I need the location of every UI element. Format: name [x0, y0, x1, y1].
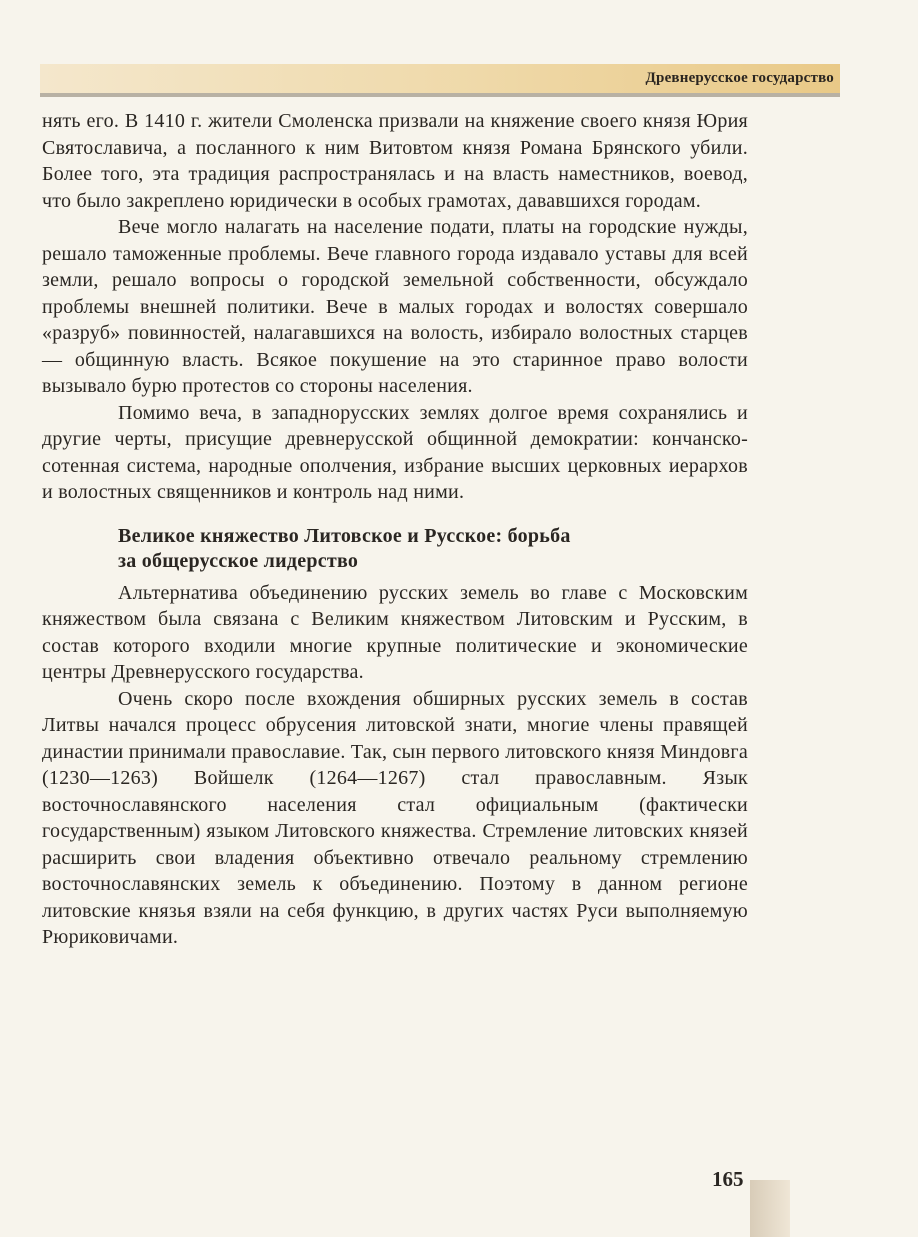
- header-rule: [40, 93, 840, 97]
- paragraph-veche-powers: Вече могло налагать на население подати, платы на городские нужды, решало таможенные проблемы. Вече главного города издавало уставы для всей земли, решало вопросы о городской земельной собственности, обсуждало проблемы внешней политики. Вече в малых городах и волостях совершало «разруб» повинностей, налагавшихся на волость, избирало волостных старцев — общинную власть. Всякое покушение на это старинное право волости вызывало бурю протестов со стороны населения.: [42, 216, 748, 397]
- paragraph-alternative: Альтернатива объединению русских земель во главе с Московским княжеством была связана с Великим княжеством Литовским и Русским, в состав которого входили многие крупные политические и экономические центры Древнерусского государства.: [42, 581, 748, 683]
- paragraph-continuation: нять его. В 1410 г. жители Смоленска призвали на княжение своего князя Юрия Святославича, а посланного к ним Витовтом князя Романа Брянского убили. Более того, эта традиция распространялась и на власть наместников, воевод, что было закреплено юридически в особых грамотах, дававшихся городам.: [42, 110, 748, 212]
- section-heading-line-2: за общерусское лидерство: [118, 549, 359, 572]
- body-text: [42, 108, 748, 951]
- paragraph-russification: Очень скоро после вхождения обширных русских земель в состав Литвы начался процесс обрусения литовской знати, многие члены правящей династии принимали православие. Так, сын первого литовского князя Миндовга (1230—1263) Войшелк (1264—1267) стал православным. Язык восточнославянского населения стал официальным (фактически государственным) языком Литовского княжества. Стремление литовских князей расширить свои владения объективно отвечало реальному стремлению восточнославянских земель к объединению. Поэтому в данном регионе литовские князья взяли на себя функцию, в других частях Руси выполняемую Рюриковичами.: [42, 687, 748, 948]
- page-number: 165: [712, 1167, 744, 1191]
- section-heading-line-1: Великое княжество Литовское и Русское: борьба: [118, 524, 571, 547]
- section-heading: [118, 524, 748, 574]
- paragraph-community-democracy: Помимо веча, в западнорусских землях долгое время сохранялись и другие черты, присущие древнерусской общинной демократии: кончанско-сотенная система, народные ополчения, избрание высших церковных иерархов и волостных священников и контроль над ними.: [42, 401, 748, 503]
- running-title: Древнерусское государство: [645, 70, 834, 86]
- page-edge-shadow: [750, 1180, 790, 1237]
